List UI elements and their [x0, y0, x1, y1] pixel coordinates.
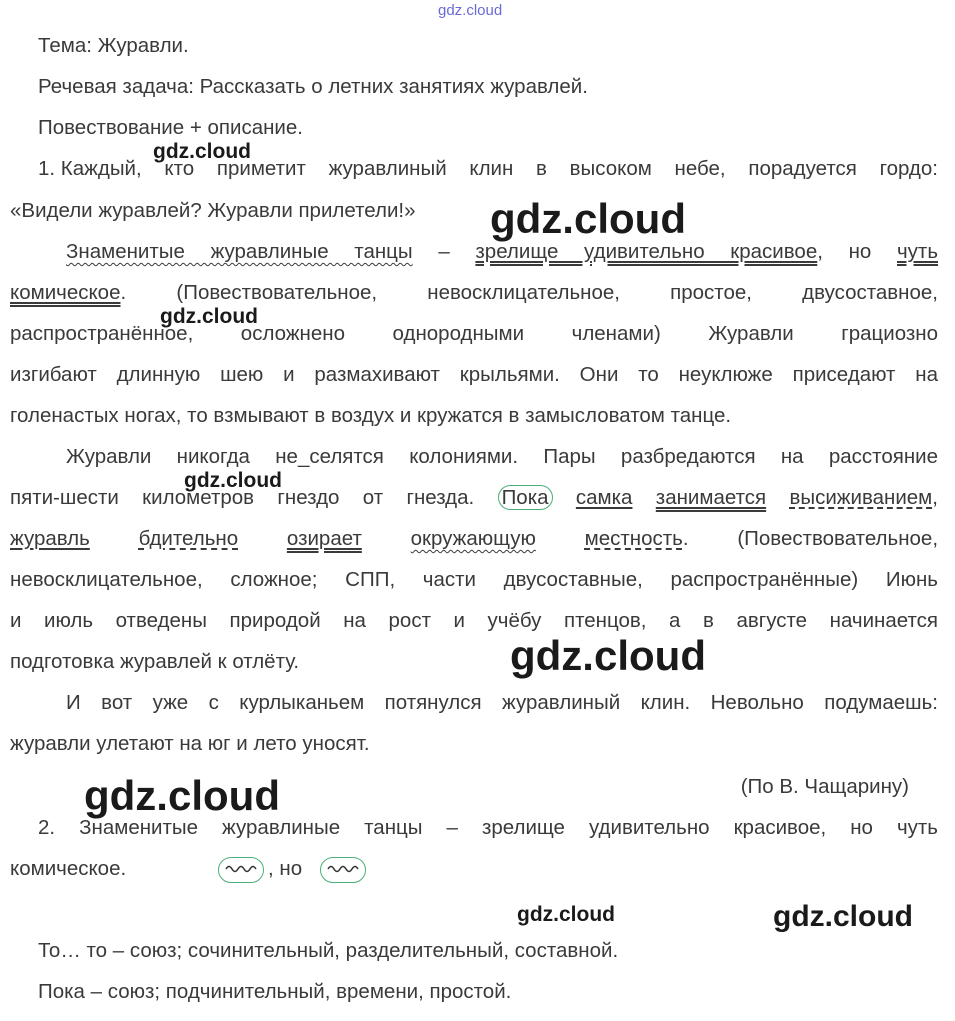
predicate-double-underline: комическое	[10, 281, 121, 304]
p1-word: небе,	[674, 157, 726, 180]
watermark-top: gdz.cloud	[438, 2, 503, 19]
attribute-wavy: окружающую	[410, 527, 536, 550]
dash: –	[412, 240, 476, 263]
watermark: gdz.cloud	[773, 900, 913, 933]
p1-word: гордо:	[879, 157, 938, 180]
predicate-double-underline: озирает	[286, 527, 362, 550]
subject-underline: журавль	[10, 527, 90, 550]
analysis-note: . (Повествовательное, невосклицательное, простое, двусоставное,	[120, 281, 938, 304]
task2-line-2: комическое.	[10, 857, 127, 880]
wavy-line-icon	[327, 863, 359, 875]
p1-word: кто	[164, 157, 195, 180]
p1-word: порадуется	[748, 157, 857, 180]
task2-line-1: 2. Знаменитые журавлиные танцы – зрелище удивительно красивое, но чуть	[38, 816, 938, 839]
p3-line-1: И вот уже с курлыканьем потянулся журавлиный клин. Невольно подумаешь:	[66, 691, 938, 714]
p2-line-1: Журавли никогда не_селятся колониями. Пары разбредаются на расстояние	[66, 445, 938, 468]
watermark: gdz.cloud	[510, 632, 706, 679]
conjunction-circled: Пока	[498, 485, 553, 510]
p2-line-2: пяти-шести километров гнездо от гнезда. Пока самка занимается высиживанием,	[10, 486, 938, 509]
text-type-line: Повествование + описание.	[38, 116, 303, 139]
p1-word: клин	[469, 157, 514, 180]
p2-line-3	[10, 527, 938, 551]
topic-line: Тема: Журавли.	[38, 34, 189, 57]
p1-word: приметит	[216, 157, 306, 180]
p1-word: журавлиный	[328, 157, 447, 180]
speech-task-line: Речевая задача: Рассказать о летних занятиях журавлей.	[38, 75, 588, 98]
predicate-double-underline: занимается	[655, 486, 767, 509]
p2-text: пяти-шести километров гнездо от гнезда.	[10, 486, 498, 509]
p3-line-2: журавли улетают на юг и лето уносят.	[10, 732, 370, 755]
p2-line-4: невосклицательное, сложное; СПП, части двусоставные, распространённые) Июнь	[10, 568, 938, 591]
wavy-line-icon	[225, 863, 257, 875]
conjunction-to-to: То… то – союз; сочинительный, разделительный, составной.	[38, 939, 619, 962]
p1-sentence-analysis-line-2	[10, 281, 938, 305]
conjunction-text: , но	[817, 240, 897, 263]
predicate-double-underline: зрелище удивительно красивое	[475, 240, 818, 263]
watermark: gdz.cloud	[84, 772, 280, 819]
object-dashed: высиживанием	[789, 486, 933, 509]
scheme-oval-left	[218, 857, 264, 883]
p1-sentence-analysis-line-1	[66, 240, 938, 264]
subject-wavy: Знаменитые журавлиные танцы	[66, 240, 413, 263]
watermark: gdz.cloud	[160, 305, 258, 328]
analysis-note: . (Повествовательное,	[682, 527, 939, 550]
p1-word: высоком	[569, 157, 652, 180]
attribution: (По В. Чащарину)	[740, 775, 909, 798]
p1-word: 1. Каждый,	[38, 157, 142, 180]
p1-line-2: «Видели журавлей? Журавли прилетели!»	[10, 199, 416, 222]
predicate-double-underline: чуть	[897, 240, 938, 263]
p1-line-7: голенастых ногах, то взмывают в воздух и кружатся в замысловатом танце.	[10, 404, 732, 427]
p1-word: в	[536, 157, 547, 180]
p1-line-1	[38, 157, 938, 181]
watermark: gdz.cloud	[490, 195, 686, 242]
scheme-conjunction: , но	[268, 857, 303, 880]
conjunction-poka: Пока – союз; подчинительный, времени, простой.	[38, 980, 512, 1003]
adverbial-dash-dot: бдительно	[138, 527, 239, 550]
watermark: gdz.cloud	[153, 140, 251, 163]
p2-line-6: подготовка журавлей к отлёту.	[10, 650, 300, 673]
p1-line-6: изгибают длинную шею и размахивают крыльями. Они то неуклюже приседают на	[10, 363, 938, 386]
object-dashed: местность	[584, 527, 683, 550]
subject-underline: самка	[575, 486, 633, 509]
watermark: gdz.cloud	[517, 903, 615, 926]
watermark: gdz.cloud	[184, 469, 282, 492]
scheme-oval-right	[320, 857, 366, 883]
p1-line-5: распространённое, осложнено однородными членами) Журавли грациозно	[10, 322, 938, 345]
p2-line-5: и июль отведены природой на рост и учёбу птенцов, а в августе начинается	[10, 609, 938, 632]
